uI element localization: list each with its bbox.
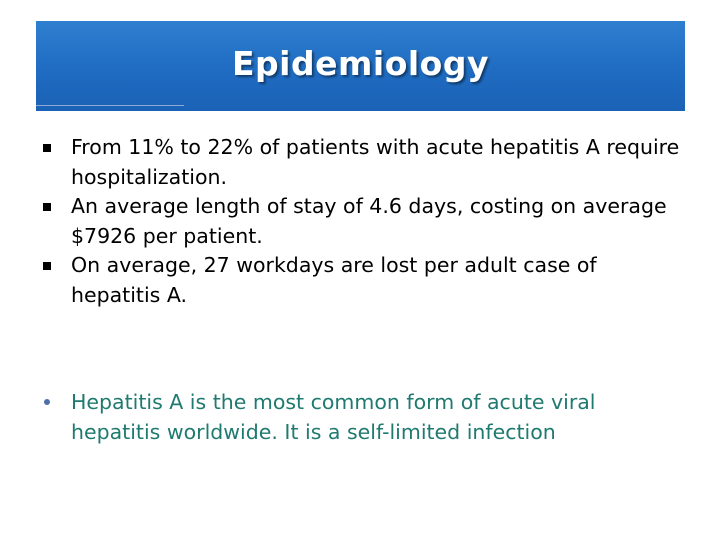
square-bullet-icon [43, 203, 51, 211]
title-underline [36, 105, 184, 106]
note-text: Hepatitis A is the most common form of acute viral hepatitis worldwide. It is a self-limited infection [71, 390, 596, 444]
square-bullet-icon [43, 144, 51, 152]
square-bullet-icon [43, 262, 51, 270]
bullet-list [43, 133, 683, 310]
note-list [43, 387, 683, 447]
bullet-item [43, 192, 683, 251]
bullet-item [43, 133, 683, 192]
slide-title: Epidemiology [232, 43, 489, 83]
round-bullet-icon [44, 399, 50, 405]
bullet-text: On average, 27 workdays are lost per adult case of hepatitis A. [71, 253, 597, 307]
bullet-text: An average length of stay of 4.6 days, costing on average $7926 per patient. [71, 194, 667, 248]
bullet-item [43, 251, 683, 310]
note-item [43, 387, 683, 447]
bullet-text: From 11% to 22% of patients with acute hepatitis A require hospitalization. [71, 135, 680, 189]
title-bar [36, 21, 685, 111]
